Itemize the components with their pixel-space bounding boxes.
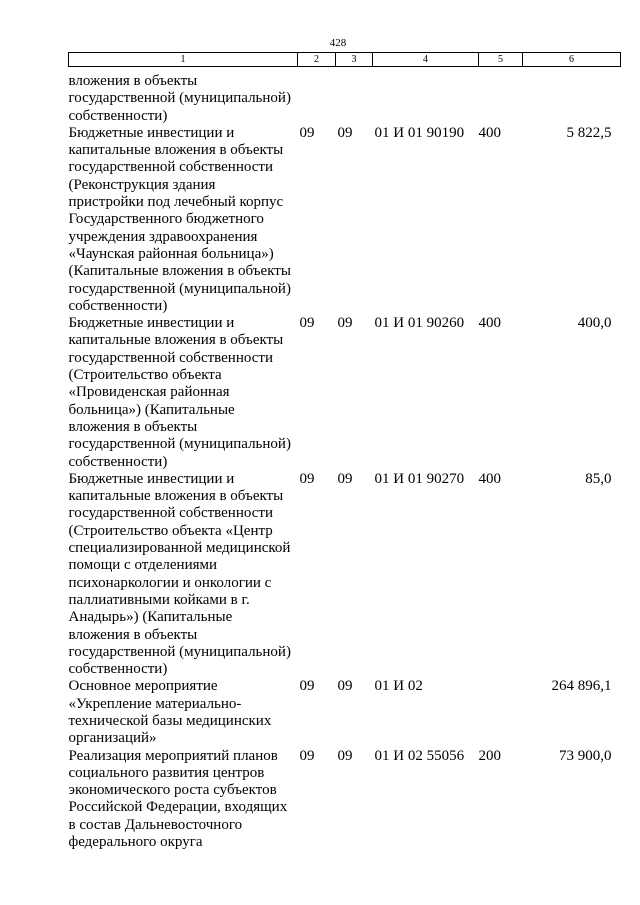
table-row [69, 678, 621, 747]
section-code: 09 [299, 678, 315, 695]
table-row [69, 471, 621, 679]
subsection-code: 09 [337, 315, 353, 332]
amount: 400,0 [577, 315, 612, 332]
row-description: Бюджетные инвестиции и капитальные вложения в объекты государственной собственности (Строительство объекта «Центр специализированной медицинской помощи с отделениями психонаркологии и онкологии с паллиативными койками в г. Анадырь») (Капитальные вложения в объекты государственной (муниципальной) собственности) [68, 470, 291, 678]
amount [523, 67, 621, 125]
section-code [298, 67, 336, 125]
section-code: 09 [299, 124, 315, 141]
expense-type-code: 400 [478, 315, 501, 332]
section-code: 09 [299, 747, 315, 764]
section-code: 09 [299, 315, 315, 332]
table-row [69, 748, 621, 852]
row-description: Основное мероприятие «Укрепление материально-технической базы медицинских организаций» [68, 678, 272, 747]
header-row [69, 53, 621, 67]
row-description: Бюджетные инвестиции и капитальные вложения в объекты государственной собственности (Реконструкция здания пристройки под лечебный корпус Государственного бюджетного учреждения здравоохранения «Чаунская районная больница») (Капитальные вложения в объекты государственной (муниципальной) собственности) [68, 124, 291, 314]
expense-type-code: 400 [478, 470, 501, 487]
target-article-code: 01 И 02 [374, 678, 423, 695]
subsection-code: 09 [337, 470, 353, 487]
section-code: 09 [299, 470, 315, 487]
target-article-code: 01 И 01 90260 [374, 315, 465, 332]
column-header: 2 [298, 53, 336, 67]
table-row [69, 315, 621, 471]
page-number: 428 [329, 37, 347, 49]
subsection-code: 09 [337, 124, 353, 141]
table-row [69, 125, 621, 315]
row-description: вложения в объекты государственной (муниципальной) собственности) [68, 73, 291, 124]
amount: 85,0 [585, 470, 612, 487]
column-header: 4 [373, 53, 479, 67]
amount: 264 896,1 [551, 678, 612, 695]
target-article-code: 01 И 02 55056 [374, 747, 465, 764]
subsection-code [336, 67, 373, 125]
table-row [69, 67, 621, 125]
expense-type-code: 200 [478, 747, 501, 764]
target-article-code: 01 И 01 90190 [374, 124, 465, 141]
amount: 5 822,5 [566, 124, 612, 141]
column-header: 1 [69, 53, 298, 67]
column-header: 6 [523, 53, 621, 67]
subsection-code: 09 [337, 678, 353, 695]
budget-table [68, 52, 621, 851]
expense-type-code: 400 [478, 124, 501, 141]
target-article-code [373, 67, 479, 125]
column-header: 5 [479, 53, 523, 67]
target-article-code: 01 И 01 90270 [374, 470, 465, 487]
expense-type-code [479, 67, 523, 125]
row-description: Бюджетные инвестиции и капитальные вложения в объекты государственной собственности (Строительство объекта «Провиденская районная больница») (Капитальные вложения в объекты государственной (муниципальной) собственности) [68, 315, 291, 470]
row-description: Реализация мероприятий планов социального развития центров экономического роста субъектов Российской Федерации, входящих в состав Дальневосточного федерального округа [68, 747, 288, 851]
expense-type-code [479, 678, 523, 747]
subsection-code: 09 [337, 747, 353, 764]
amount: 73 900,0 [559, 747, 612, 764]
column-header: 3 [336, 53, 373, 67]
